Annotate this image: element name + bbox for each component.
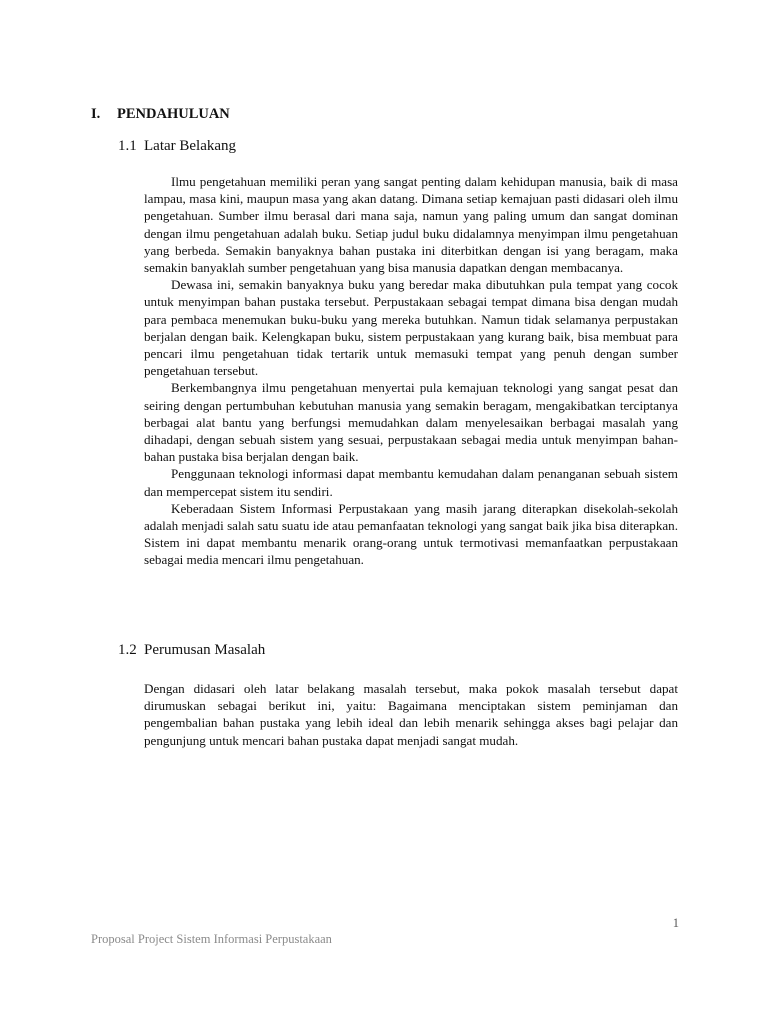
chapter-heading — [91, 104, 230, 124]
page-number: 1 — [672, 916, 679, 930]
paragraph: Penggunaan teknologi informasi dapat membantu kemudahan dalam penanganan sebuah sistem dan mempercepat sistem itu sendiri. — [144, 466, 678, 499]
section-title: Perumusan Masalah — [144, 642, 266, 658]
paragraph: Ilmu pengetahuan memiliki peran yang sangat penting dalam kehidupan manusia, baik di masa lampau, masa kini, maupun masa yang akan datang. Dimana setiap kemajuan pasti didasari oleh ilmu pengetahuan. Sumber ilmu berasal dari mana saja, namun yang paling umum dan sangat dominan dengan ilmu pengetahuan adalah buku. Setiap judul buku didalamnya menyimpan ilmu pengetahuan yang berbeda. Semakin banyaknya bahan pustaka ini diterbitkan dengan isi yang beragam, maka semakin banyaklah sumber pengetahuan yang bisa manusia dapatkan dengan membacanya. — [144, 174, 678, 276]
chapter-title: PENDAHULUAN — [117, 106, 230, 122]
section-number: 1.1 — [118, 138, 137, 154]
section-body-latar-belakang — [144, 173, 678, 569]
chapter-number: I. — [91, 106, 101, 122]
section-number: 1.2 — [118, 642, 137, 658]
section-heading-latar-belakang — [118, 136, 236, 156]
section-title: Latar Belakang — [144, 138, 237, 154]
section-body-perumusan-masalah — [144, 680, 678, 749]
paragraph: Dewasa ini, semakin banyaknya buku yang beredar maka dibutuhkan pula tempat yang cocok untuk menyimpan bahan pustaka tersebut. Perpustakaan sebagai tempat dimana bisa dengan mudah para pembaca menemukan buku-buku yang mereka butuhkan. Namun tidak selamanya perpustakan berjalan dengan baik. Kelengkapan buku, sistem perpustakaan yang kurang baik, bisa membuat para pencari ilmu pengetahuan tidak tertarik untuk memasuki tempat yang penuh dengan sumber pengetahuan tersebut. — [144, 277, 678, 379]
paragraph: Dengan didasari oleh latar belakang masalah tersebut, maka pokok masalah tersebut dapat dirumuskan sebagai berikut ini, yaitu: Bagaimana menciptakan sistem peminjaman dan pengembalian bahan pustaka yang lebih ideal dan lebih menarik sehingga akses bagi pelajar dan pengunjung untuk mencari bahan pustaka dapat menjadi sangat mudah. — [144, 681, 678, 748]
paragraph: Keberadaan Sistem Informasi Perpustakaan yang masih jarang diterapkan disekolah-sekolah adalah menjadi salah satu suatu ide atau pemanfaatan teknologi yang sangat baik jika bisa diterapkan. Sistem ini dapat membantu menarik orang-orang untuk termotivasi memanfaatkan perpustakaan sebagai media mencari ilmu pengetahuan. — [144, 500, 678, 568]
paragraph: Berkembangnya ilmu pengetahuan menyertai pula kemajuan teknologi yang sangat pesat dan seiring dengan pertumbuhan kebutuhan manusia yang semakin beragam, mengakibatkan terciptanya berbagai alat bantu yang berfungsi memudahkan dalam menyelesaikan berbagai masalah yang dihadapi, dengan sebuah sistem yang sesuai, perpustakaan sebagai media untuk menyimpan bahan-bahan pustaka bisa berjalan dengan baik. — [144, 380, 678, 465]
footer-text: Proposal Project Sistem Informasi Perpustakaan — [91, 932, 332, 946]
section-heading-perumusan-masalah — [118, 640, 265, 660]
